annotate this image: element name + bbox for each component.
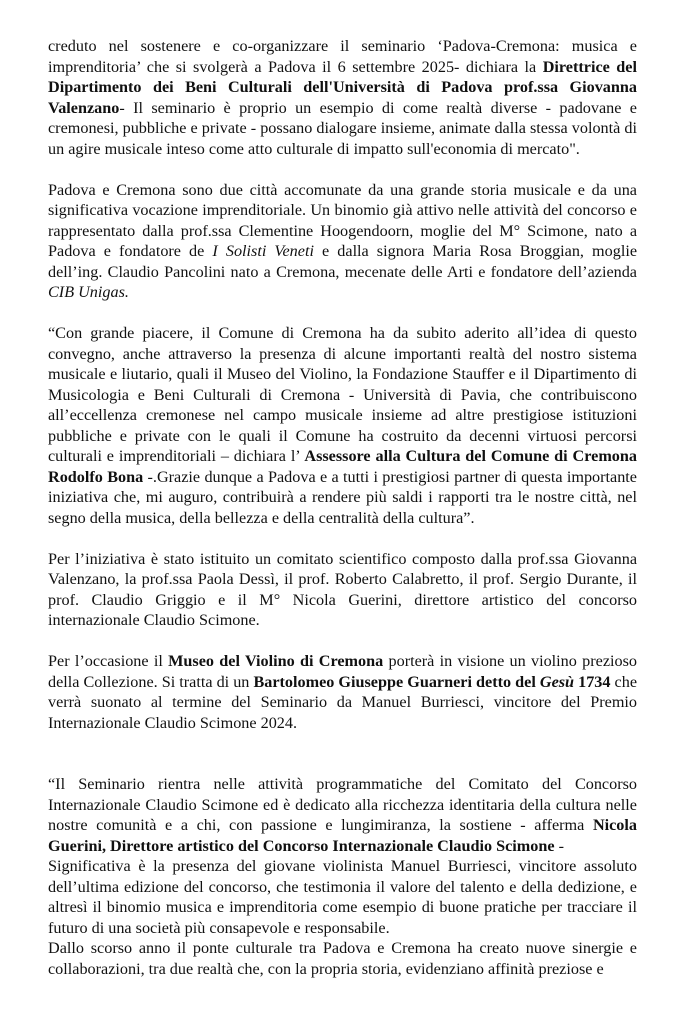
italic-text-run: CIB Unigas. xyxy=(48,283,129,301)
text-run: creduto nel sostenere e co-organizzare il seminario ‘Padova-Cremona: musica e imprenditoria’ che si svolgerà a Padova il 6 settembre 2025- dichiara la xyxy=(48,37,637,76)
paragraph-violin xyxy=(48,651,637,733)
text-run: porterà in visione un violino prezioso della Collezione. Si tratta di un xyxy=(48,652,637,691)
bold-text-run: Nicola Guerini, Direttore artistico del Concorso Internazionale Claudio Scimone xyxy=(48,816,637,855)
bold-text-run: Assessore alla Cultura del Comune di Cremona Rodolfo Bona xyxy=(48,447,637,486)
text-run: -.Grazie dunque a Padova e a tutti i prestigiosi partner di questa importante iniziativa che, mi auguro, contribuirà a rendere più saldi i rapporti tra le nostre città, nel segno della musica, della bellezza e della centralità della cultura”. xyxy=(48,467,637,527)
text-run: che verrà suonato al termine del Seminario da Manuel Burriesci, vincitore del Premio Internazionale Claudio Scimone 2024. xyxy=(48,672,638,732)
bold-text-run: Direttrice del Dipartimento dei Beni Culturali dell'Università di Padova prof.ssa Giovanna Valenzano xyxy=(48,57,637,117)
italic-text-run: I Solisti Veneti xyxy=(212,242,314,260)
text-run: e dalla signora Maria Rosa Broggian, moglie dell’ing. Claudio Pancolini nato a Cremona, mecenate delle Arti e fondatore dell’azienda xyxy=(48,242,638,281)
text-run: Padova e Cremona sono due città accomunate da una grande storia musicale e da una significativa vocazione imprenditoriale. Un binomio già attivo nelle attività del concorso e rappresentato dalla prof.ssa Clementine Hoogendoorn, moglie del M° Scimone, nato a Padova e fondatore de xyxy=(48,180,637,260)
paragraph-valenzano-quote xyxy=(48,36,637,159)
text-run: Per l’occasione il xyxy=(48,652,169,670)
bold-italic-text-run: Gesù xyxy=(539,672,575,691)
text-run: Per l’iniziativa è stato istituito un comitato scientifico composto dalla prof.ssa Giovanna Valenzano, la prof.ssa Paola Dessì, il prof. Roberto Calabretto, il prof. Sergio Durante, il prof. Claudio Griggio e il M° Nicola Guerini, direttore artistico del concorso internazionale Claudio Scimone. xyxy=(48,549,637,629)
document-page xyxy=(48,36,637,979)
bold-text-run: Museo del Violino di Cremona xyxy=(168,652,384,670)
bold-text-run: Bartolomeo Giuseppe Guarneri detto del xyxy=(253,672,540,691)
bold-text-run: 1734 xyxy=(574,672,611,691)
text-run: “Con grande piacere, il Comune di Cremona ha da subito aderito all’idea di questo convegno, anche attraverso la presenza di alcune importanti realtà del nostro sistema musicale e liutario, quali il Museo del Violino, la Fondazione Stauffer e il Dipartimento di Musicologia e Beni Culturali di Cremona - Università di Pavia, che contribuiscono all’eccellenza cremonese nel campo musicale insieme ad altre prestigiose istituzioni pubbliche e private con le quali il Comune ha costruito da decenni virtuosi percorsi culturali e imprenditoriali – dichiara l’ xyxy=(48,324,637,465)
paragraph-committee xyxy=(48,549,637,631)
paragraph-padova-cremona xyxy=(48,180,637,303)
text-run: “Il Seminario rientra nelle attività programmatiche del Comitato del Concorso Internazionale Claudio Scimone ed è dedicato alla ricchezza identitaria della cultura nelle nostre comunità e a chi, con passione e lungimiranza, la sostiene - afferma xyxy=(48,775,637,834)
paragraph-burriesci xyxy=(48,856,637,938)
text-run: Significativa è la presenza del giovane violinista Manuel Burriesci, vincitore assoluto dell’ultima edizione del concorso, che testimonia il valore del talento e della dedizione, e altresì il binomio musica e imprenditoria come esempio di buone pratiche per tracciare il futuro di una società più consapevole e responsabile. xyxy=(48,857,637,937)
text-run: - Il seminario è proprio un esempio di come realtà diverse - padovane e cremonesi, pubbliche e private - possano dialogare insieme, animate dalla stessa volontà di un agire musicale inteso come atto culturale di impatto sull'economia di mercato". xyxy=(48,98,637,158)
paragraph-bridge xyxy=(48,938,637,979)
text-run: - xyxy=(554,836,564,855)
paragraph-bona-quote xyxy=(48,323,637,528)
text-run: Dallo scorso anno il ponte culturale tra Padova e Cremona ha creato nuove sinergie e collaborazioni, tra due realtà che, con la propria storia, evidenziano affinità preziose e xyxy=(48,939,637,978)
paragraph-guerini-quote xyxy=(48,774,637,856)
